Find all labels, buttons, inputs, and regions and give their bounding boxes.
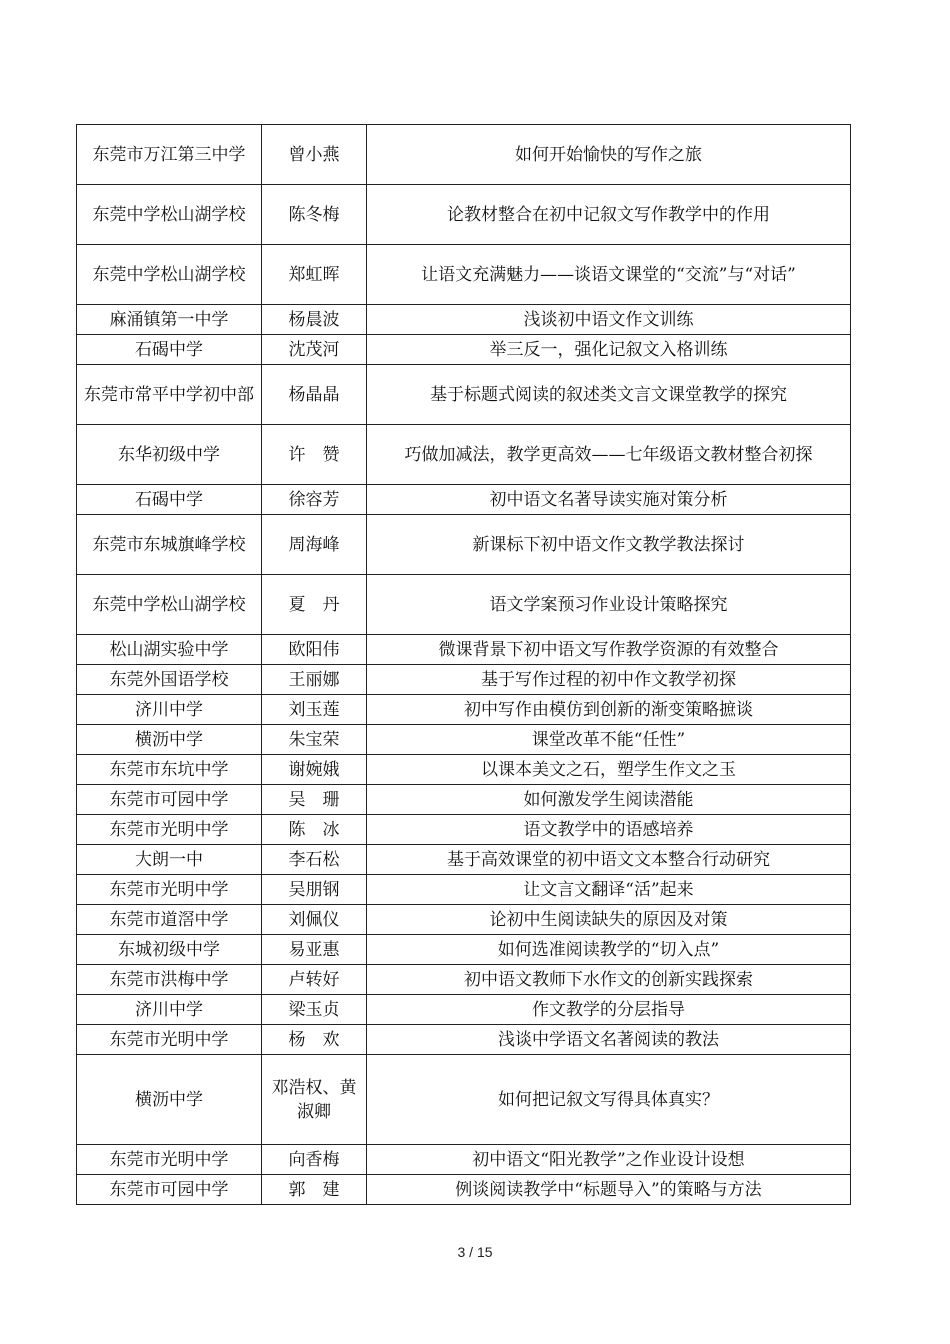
author-cell: 周海峰 — [262, 515, 367, 575]
author-cell: 夏 丹 — [262, 575, 367, 635]
table-row — [77, 785, 851, 815]
author-cell: 邓浩权、黄淑卿 — [262, 1055, 367, 1145]
school-cell: 横沥中学 — [77, 725, 262, 755]
author-cell: 吴朋钢 — [262, 875, 367, 905]
table-body — [77, 125, 851, 1205]
paper-title-cell: 初中语文名著导读实施对策分析 — [367, 485, 851, 515]
paper-title-cell: 浅谈初中语文作文训练 — [367, 305, 851, 335]
school-cell: 松山湖实验中学 — [77, 635, 262, 665]
table-row — [77, 125, 851, 185]
school-cell: 横沥中学 — [77, 1055, 262, 1145]
school-cell: 大朗一中 — [77, 845, 262, 875]
school-cell: 东莞中学松山湖学校 — [77, 185, 262, 245]
author-cell: 徐容芳 — [262, 485, 367, 515]
paper-title-cell: 基于高效课堂的初中语文文本整合行动研究 — [367, 845, 851, 875]
paper-title-cell: 让文言文翻译“活”起来 — [367, 875, 851, 905]
paper-title-cell: 新课标下初中语文作文教学教法探讨 — [367, 515, 851, 575]
school-cell: 东城初级中学 — [77, 935, 262, 965]
school-cell: 东莞市洪梅中学 — [77, 965, 262, 995]
table-row — [77, 335, 851, 365]
paper-title-cell: 作文教学的分层指导 — [367, 995, 851, 1025]
author-cell: 梁玉贞 — [262, 995, 367, 1025]
author-cell: 李石松 — [262, 845, 367, 875]
paper-title-cell: 微课背景下初中语文写作教学资源的有效整合 — [367, 635, 851, 665]
school-cell: 东莞市光明中学 — [77, 1025, 262, 1055]
school-cell: 济川中学 — [77, 695, 262, 725]
paper-title-cell: 巧做加减法，教学更高效——七年级语文教材整合初探 — [367, 425, 851, 485]
page-number: 3 / 15 — [457, 1244, 493, 1260]
paper-title-cell: 如何激发学生阅读潜能 — [367, 785, 851, 815]
author-cell: 谢婉娥 — [262, 755, 367, 785]
author-cell: 许 赞 — [262, 425, 367, 485]
author-cell: 陈 冰 — [262, 815, 367, 845]
table-row — [77, 245, 851, 305]
author-cell: 朱宝荣 — [262, 725, 367, 755]
author-cell: 杨晶晶 — [262, 365, 367, 425]
table-row — [77, 365, 851, 425]
table-row — [77, 1025, 851, 1055]
paper-title-cell: 论初中生阅读缺失的原因及对策 — [367, 905, 851, 935]
paper-title-cell: 如何把记叙文写得具体真实？ — [367, 1055, 851, 1145]
table-row — [77, 1055, 851, 1145]
paper-list-table — [76, 124, 851, 1205]
table-row — [77, 905, 851, 935]
author-cell: 刘佩仪 — [262, 905, 367, 935]
paper-title-cell: 初中语文“阳光教学”之作业设计设想 — [367, 1145, 851, 1175]
paper-title-cell: 如何开始愉快的写作之旅 — [367, 125, 851, 185]
author-cell: 杨晨波 — [262, 305, 367, 335]
table-row — [77, 665, 851, 695]
school-cell: 东莞外国语学校 — [77, 665, 262, 695]
school-cell: 东华初级中学 — [77, 425, 262, 485]
school-cell: 麻涌镇第一中学 — [77, 305, 262, 335]
paper-title-cell: 让语文充满魅力——谈语文课堂的“交流”与“对话” — [367, 245, 851, 305]
author-cell: 曾小燕 — [262, 125, 367, 185]
table-row — [77, 305, 851, 335]
author-cell: 向香梅 — [262, 1145, 367, 1175]
paper-title-cell: 论教材整合在初中记叙文写作教学中的作用 — [367, 185, 851, 245]
school-cell: 东莞市光明中学 — [77, 875, 262, 905]
table-row — [77, 995, 851, 1025]
school-cell: 东莞市可园中学 — [77, 1175, 262, 1205]
school-cell: 东莞市光明中学 — [77, 1145, 262, 1175]
school-cell: 东莞市东坑中学 — [77, 755, 262, 785]
paper-title-cell: 初中写作由模仿到创新的渐变策略摭谈 — [367, 695, 851, 725]
author-cell: 刘玉莲 — [262, 695, 367, 725]
table-row — [77, 725, 851, 755]
table-row — [77, 425, 851, 485]
paper-title-cell: 以课本美文之石，塑学生作文之玉 — [367, 755, 851, 785]
table-row — [77, 1145, 851, 1175]
author-cell: 郑虹晖 — [262, 245, 367, 305]
table-row — [77, 755, 851, 785]
table-row — [77, 635, 851, 665]
author-cell: 陈冬梅 — [262, 185, 367, 245]
paper-title-cell: 举三反一，强化记叙文入格训练 — [367, 335, 851, 365]
school-cell: 东莞市东城旗峰学校 — [77, 515, 262, 575]
table-row — [77, 875, 851, 905]
table-row — [77, 965, 851, 995]
school-cell: 东莞中学松山湖学校 — [77, 575, 262, 635]
school-cell: 东莞中学松山湖学校 — [77, 245, 262, 305]
table-row — [77, 515, 851, 575]
school-cell: 东莞市道滘中学 — [77, 905, 262, 935]
school-cell: 东莞市光明中学 — [77, 815, 262, 845]
author-cell: 王丽娜 — [262, 665, 367, 695]
paper-title-cell: 语文学案预习作业设计策略探究 — [367, 575, 851, 635]
table-row — [77, 695, 851, 725]
author-cell: 吴 珊 — [262, 785, 367, 815]
table-row — [77, 575, 851, 635]
school-cell: 济川中学 — [77, 995, 262, 1025]
paper-title-cell: 浅谈中学语文名著阅读的教法 — [367, 1025, 851, 1055]
school-cell: 东莞市万江第三中学 — [77, 125, 262, 185]
table-row — [77, 485, 851, 515]
paper-title-cell: 如何选准阅读教学的“切入点” — [367, 935, 851, 965]
school-cell: 东莞市常平中学初中部 — [77, 365, 262, 425]
paper-title-cell: 例谈阅读教学中“标题导入”的策略与方法 — [367, 1175, 851, 1205]
author-cell: 郭 建 — [262, 1175, 367, 1205]
author-cell: 沈茂河 — [262, 335, 367, 365]
table-row — [77, 845, 851, 875]
school-cell: 石碣中学 — [77, 485, 262, 515]
paper-title-cell: 基于标题式阅读的叙述类文言文课堂教学的探究 — [367, 365, 851, 425]
author-cell: 卢转好 — [262, 965, 367, 995]
paper-title-cell: 课堂改革不能“任性” — [367, 725, 851, 755]
paper-title-cell: 基于写作过程的初中作文教学初探 — [367, 665, 851, 695]
paper-title-cell: 语文教学中的语感培养 — [367, 815, 851, 845]
table-row — [77, 185, 851, 245]
table-row — [77, 1175, 851, 1205]
table-row — [77, 815, 851, 845]
author-cell: 易亚惠 — [262, 935, 367, 965]
author-cell: 欧阳伟 — [262, 635, 367, 665]
table-row — [77, 935, 851, 965]
paper-title-cell: 初中语文教师下水作文的创新实践探索 — [367, 965, 851, 995]
school-cell: 石碣中学 — [77, 335, 262, 365]
school-cell: 东莞市可园中学 — [77, 785, 262, 815]
author-cell: 杨 欢 — [262, 1025, 367, 1055]
